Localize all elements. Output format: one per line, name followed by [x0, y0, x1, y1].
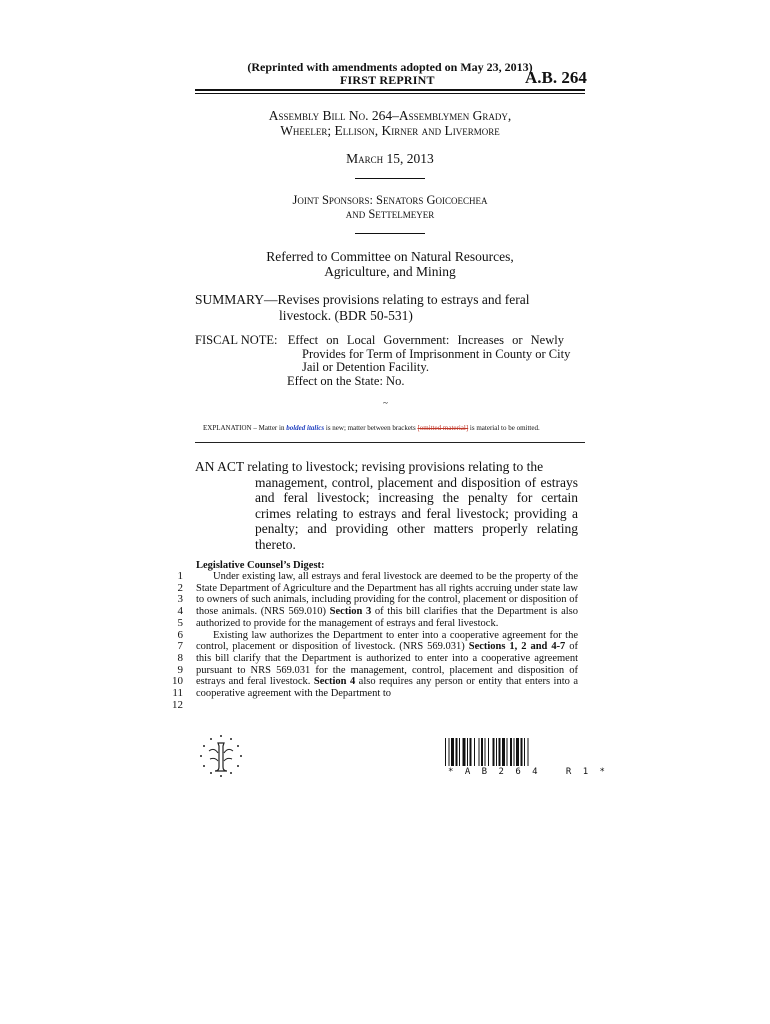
explanation-suffix: is material to be omitted. [468, 424, 540, 432]
explanation-middle: is new; matter between brackets [324, 424, 418, 432]
digest-p2-text-a: Existing law authorizes the Department to enter into a cooperative agreement for the control, placement or disposition of livestock. (NRS 569.031) [196, 629, 578, 653]
act-rest: management, control, placement and disposition of estrays and feral livestock; increasing the penalty for certain crimes relating to estrays and feral livestock; providing a penalty; and providing other matters properly relating thereto. [255, 474, 578, 552]
summary-line1: SUMMARY—Revises provisions relating to estrays and feral [195, 292, 530, 307]
referred-line2: Agriculture, and Mining [324, 264, 456, 279]
digest-p1-text: Under existing law, all estrays and feral livestock are deemed to be the property of the State Department of Agriculture and the Department has all rights accruing under state law to owners of such animals, including providing for the control, placement or disposition of those animals. (NRS 569.010) [196, 571, 578, 618]
line-number: 12 [172, 698, 183, 711]
explanation-note [203, 424, 540, 432]
digest-paragraph-2 [196, 630, 578, 700]
bill-title-line1: Assembly Bill No. 264–Assemblymen Grady, [268, 108, 512, 123]
digest-p2-bold1: Sections 1, 2 and 4-7 [468, 641, 566, 653]
separator-dash [355, 233, 425, 234]
digest-p1-bold: Section 3 [329, 606, 372, 618]
new-matter-marker: bolded italics [286, 424, 325, 432]
line-numbers [165, 571, 183, 711]
state-seal-icon [198, 733, 244, 779]
barcode-icon [445, 738, 577, 766]
act-line1: AN ACT relating to livestock; revising provisions relating to the [195, 459, 544, 474]
explanation-prefix: EXPLANATION – Matter in [203, 424, 287, 432]
digest-p2-text-c: also requires any person or entity that enters into a cooperative agreement with the Department to [196, 676, 578, 700]
line-number: 11 [172, 687, 183, 700]
bill-title-line2: Wheeler; Ellison, Kirner and Livermore [280, 123, 500, 138]
line-number: 6 [177, 628, 183, 641]
fiscal-line1: Effect on Local Government: Increases or Newly [287, 333, 564, 347]
digest-p2-text-b: of this bill clarify that the Department is authorized to enter into a cooperative agreement pursuant to NRS 569.031 for the management, control, placement and disposition of estrays and feral livestock. [196, 641, 579, 688]
first-reprint-label: FIRST REPRINT [340, 73, 435, 87]
digest-body [196, 571, 578, 700]
line-number: 3 [177, 593, 183, 606]
bill-number: A.B. 264 [525, 68, 587, 87]
explanation-rule [195, 442, 585, 443]
line-number: 5 [177, 616, 183, 629]
header-double-rule [195, 89, 585, 94]
fiscal-note [195, 334, 585, 388]
fiscal-line4: Effect on the State: No. [287, 373, 405, 388]
line-number: 2 [177, 581, 183, 594]
line-number: 7 [177, 640, 183, 653]
digest-p1-end: of this bill clarifies that the Department is also authorized to provide for the management of estrays and feral livestock. [196, 606, 578, 629]
fiscal-line2: Provides for Term of Imprisonment in County or City [302, 346, 571, 361]
line-number: 1 [177, 570, 183, 582]
tilde-mark: ~ [383, 398, 388, 408]
line-number: 10 [172, 675, 183, 688]
digest-paragraph-1 [196, 571, 578, 630]
barcode-text: * A B 2 6 4 R 1 * [448, 767, 608, 777]
fiscal-line3: Jail or Detention Facility. [302, 360, 429, 374]
act-title [195, 459, 578, 552]
line-number: 9 [177, 663, 183, 676]
bill-date: March 15, 2013 [346, 151, 434, 166]
line-number: 8 [177, 651, 183, 664]
summary-line2: livestock. (BDR 50-531) [279, 308, 413, 323]
omitted-matter-marker: [omitted material] [417, 424, 469, 432]
digest-p2-bold2: Section 4 [313, 676, 356, 688]
reprint-note: (Reprinted with amendments adopted on May 23, 2013) [247, 60, 533, 74]
sponsors-line1: Joint Sponsors: Senators Goicoechea [292, 193, 488, 207]
line-number: 4 [177, 605, 183, 618]
separator-dash [355, 178, 425, 179]
digest-title: Legislative Counsel’s Digest: [196, 560, 325, 571]
fiscal-label: FISCAL NOTE: [195, 333, 278, 347]
referred-line1: Referred to Committee on Natural Resources, [266, 249, 514, 264]
sponsors-line2: and Settelmeyer [345, 207, 435, 221]
summary [195, 292, 577, 324]
